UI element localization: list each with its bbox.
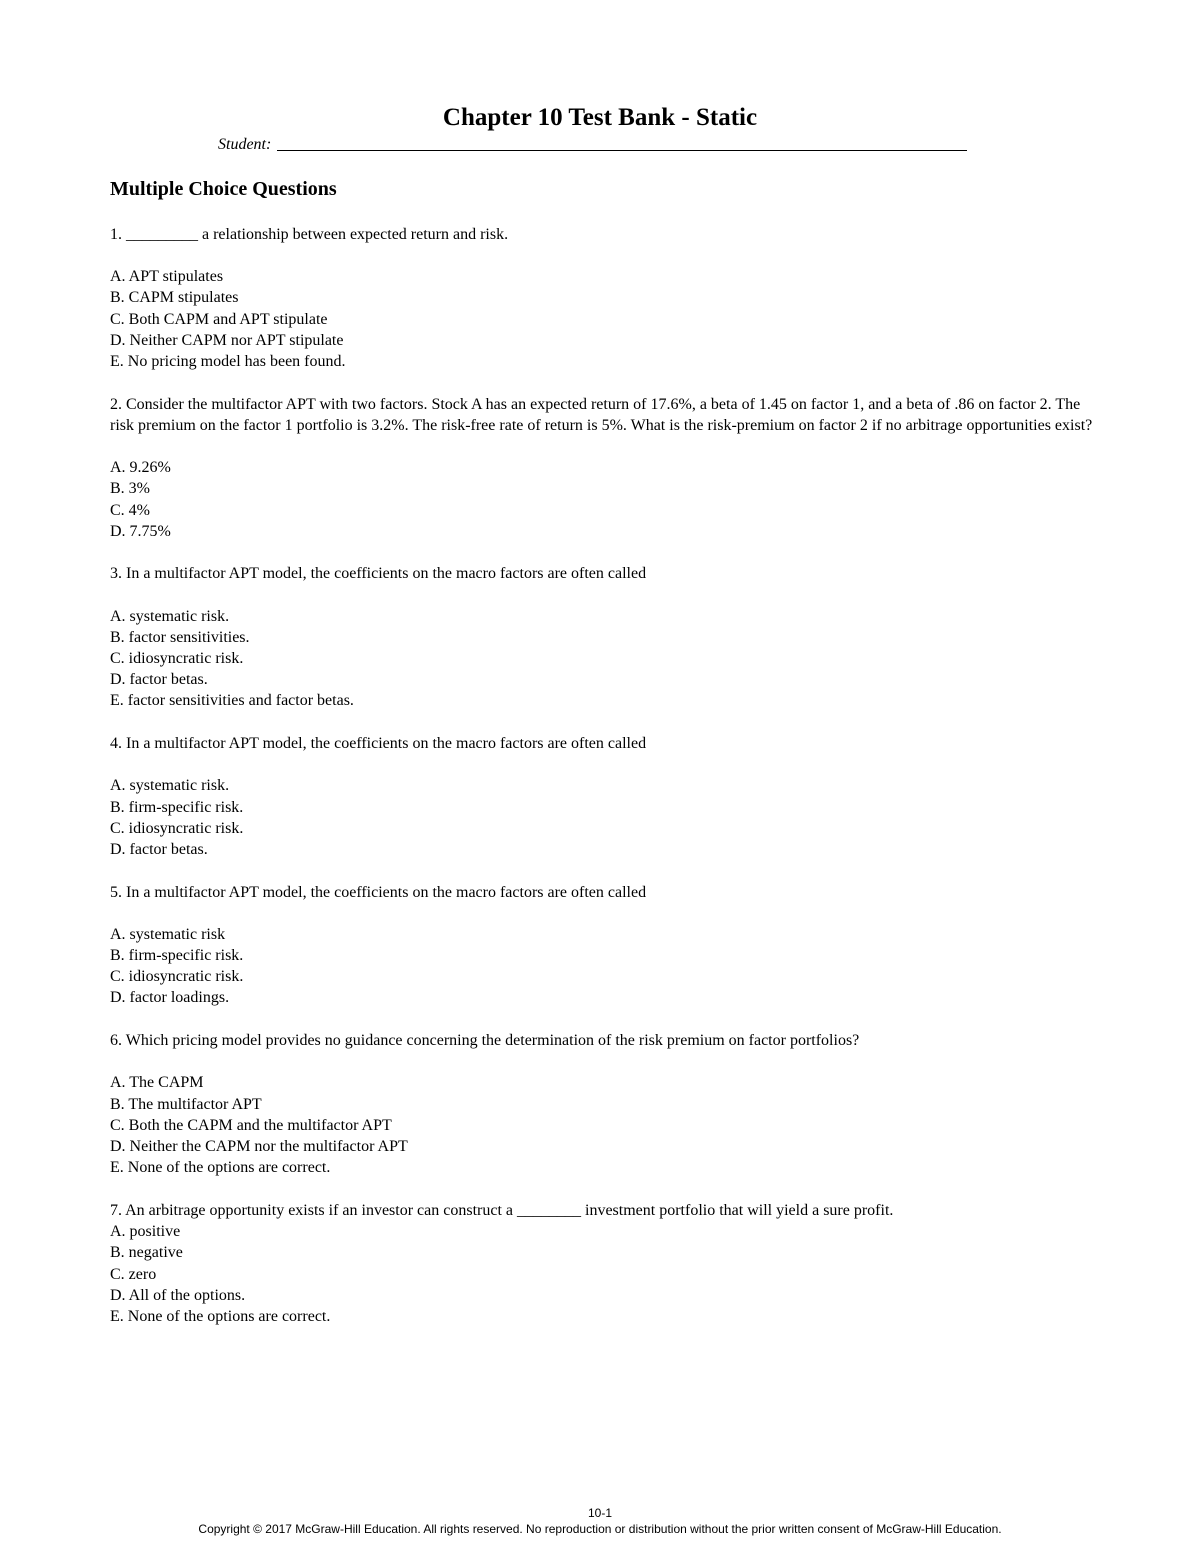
answer-option: C. Both CAPM and APT stipulate [110,310,328,328]
answer-option: C. Both the CAPM and the multifactor APT [110,1116,392,1134]
answer-option: D. Neither the CAPM nor the multifactor APT [110,1138,408,1155]
answer-option: B. CAPM stipulates [110,289,239,307]
student-name-blank [277,150,967,151]
question-6 [110,1030,1095,1178]
copyright-notice: Copyright © 2017 McGraw-Hill Education. All rights reserved. No reproduction or distribution without the prior written consent of McGraw-Hill Education. [198,1522,1002,1536]
answer-option: D. Neither CAPM nor APT stipulate [110,331,344,349]
answer-option: C. idiosyncratic risk. [110,650,244,668]
spacer [110,903,1095,924]
student-label: Student: [218,136,272,153]
answer-option: D. All of the options. [110,1286,246,1304]
question-text: 3. In a multifactor APT model, the coefficients on the macro factors are often called [110,565,647,583]
answer-option: E. No pricing model has been found. [110,353,346,371]
answer-option: E. None of the options are correct. [110,1159,331,1177]
spacer [110,1178,1095,1200]
section-heading: Multiple Choice Questions [110,178,337,200]
page-number: 10-1 [587,1506,613,1520]
question-3 [110,563,1095,711]
question-4 [110,733,1095,860]
spacer [110,436,1095,457]
answer-option: A. systematic risk [110,925,226,943]
question-text: 1. _________ a relationship between expected return and risk. [110,226,509,243]
answer-option: C. 4% [110,501,150,519]
spacer [110,372,1095,394]
answer-option: A. The CAPM [110,1074,204,1092]
spacer [110,860,1095,882]
answer-option: D. 7.75% [110,522,171,540]
answer-option: D. factor betas. [110,671,208,689]
spacer [110,712,1095,734]
answer-options [110,924,1095,1009]
answer-option: B. negative [110,1244,183,1262]
spacer [110,245,1095,266]
question-text: 6. Which pricing model provides no guidance concerning the determination of the risk premium on factor portfolios? [110,1032,860,1050]
question-2 [110,394,1095,542]
answer-option: B. factor sensitivities. [110,628,250,646]
answer-option: B. firm-specific risk. [110,947,244,965]
question-text: 5. In a multifactor APT model, the coefficients on the macro factors are often called [110,883,647,901]
answer-options [110,266,1095,372]
question-5 [110,882,1095,1009]
question-text: 7. An arbitrage opportunity exists if an investor can construct a ________ investment portfolio that will yield a sure profit. [110,1201,894,1219]
page-footer [0,1505,1200,1537]
question-7 [110,1200,1095,1327]
answer-option: B. 3% [110,480,150,498]
answer-option: D. factor loadings. [110,989,230,1007]
answer-option: A. 9.26% [110,459,171,477]
spacer [110,754,1095,775]
spacer [110,585,1095,606]
answer-option: C. idiosyncratic risk. [110,819,244,837]
answer-options [110,1221,1095,1327]
question-text: 4. In a multifactor APT model, the coefficients on the macro factors are often called [110,735,647,753]
student-name-line [218,136,967,154]
answer-options [110,775,1095,860]
answer-option: A. systematic risk. [110,607,230,625]
answer-option: C. zero [110,1265,157,1283]
answer-option: B. firm-specific risk. [110,798,244,816]
answer-option: B. The multifactor APT [110,1095,262,1113]
question-text: 2. Consider the multifactor APT with two factors. Stock A has an expected return of 17.6%, a beta of 1.45 on factor 1, and a beta of .86 on factor 2. The risk premium on the factor 1 portfolio is 3.2%. The risk-free rate of return is 5%. What is the risk-premium on factor 2 if no arbitrage opportunities exist? [110,395,1093,434]
answer-option: A. APT stipulates [110,268,224,286]
question-list [110,224,1095,1327]
spacer [110,542,1095,564]
answer-options [110,1072,1095,1178]
answer-options [110,457,1095,542]
answer-option: A. systematic risk. [110,777,230,795]
question-1 [110,224,1095,372]
answer-option: C. idiosyncratic risk. [110,968,244,986]
page-title: Chapter 10 Test Bank - Static [442,104,758,131]
answer-option: E. None of the options are correct. [110,1307,331,1325]
answer-option: A. positive [110,1223,181,1241]
answer-option: D. factor betas. [110,840,208,858]
answer-options [110,606,1095,712]
spacer [110,1009,1095,1031]
spacer [110,1051,1095,1072]
answer-option: E. factor sensitivities and factor betas. [110,692,354,710]
